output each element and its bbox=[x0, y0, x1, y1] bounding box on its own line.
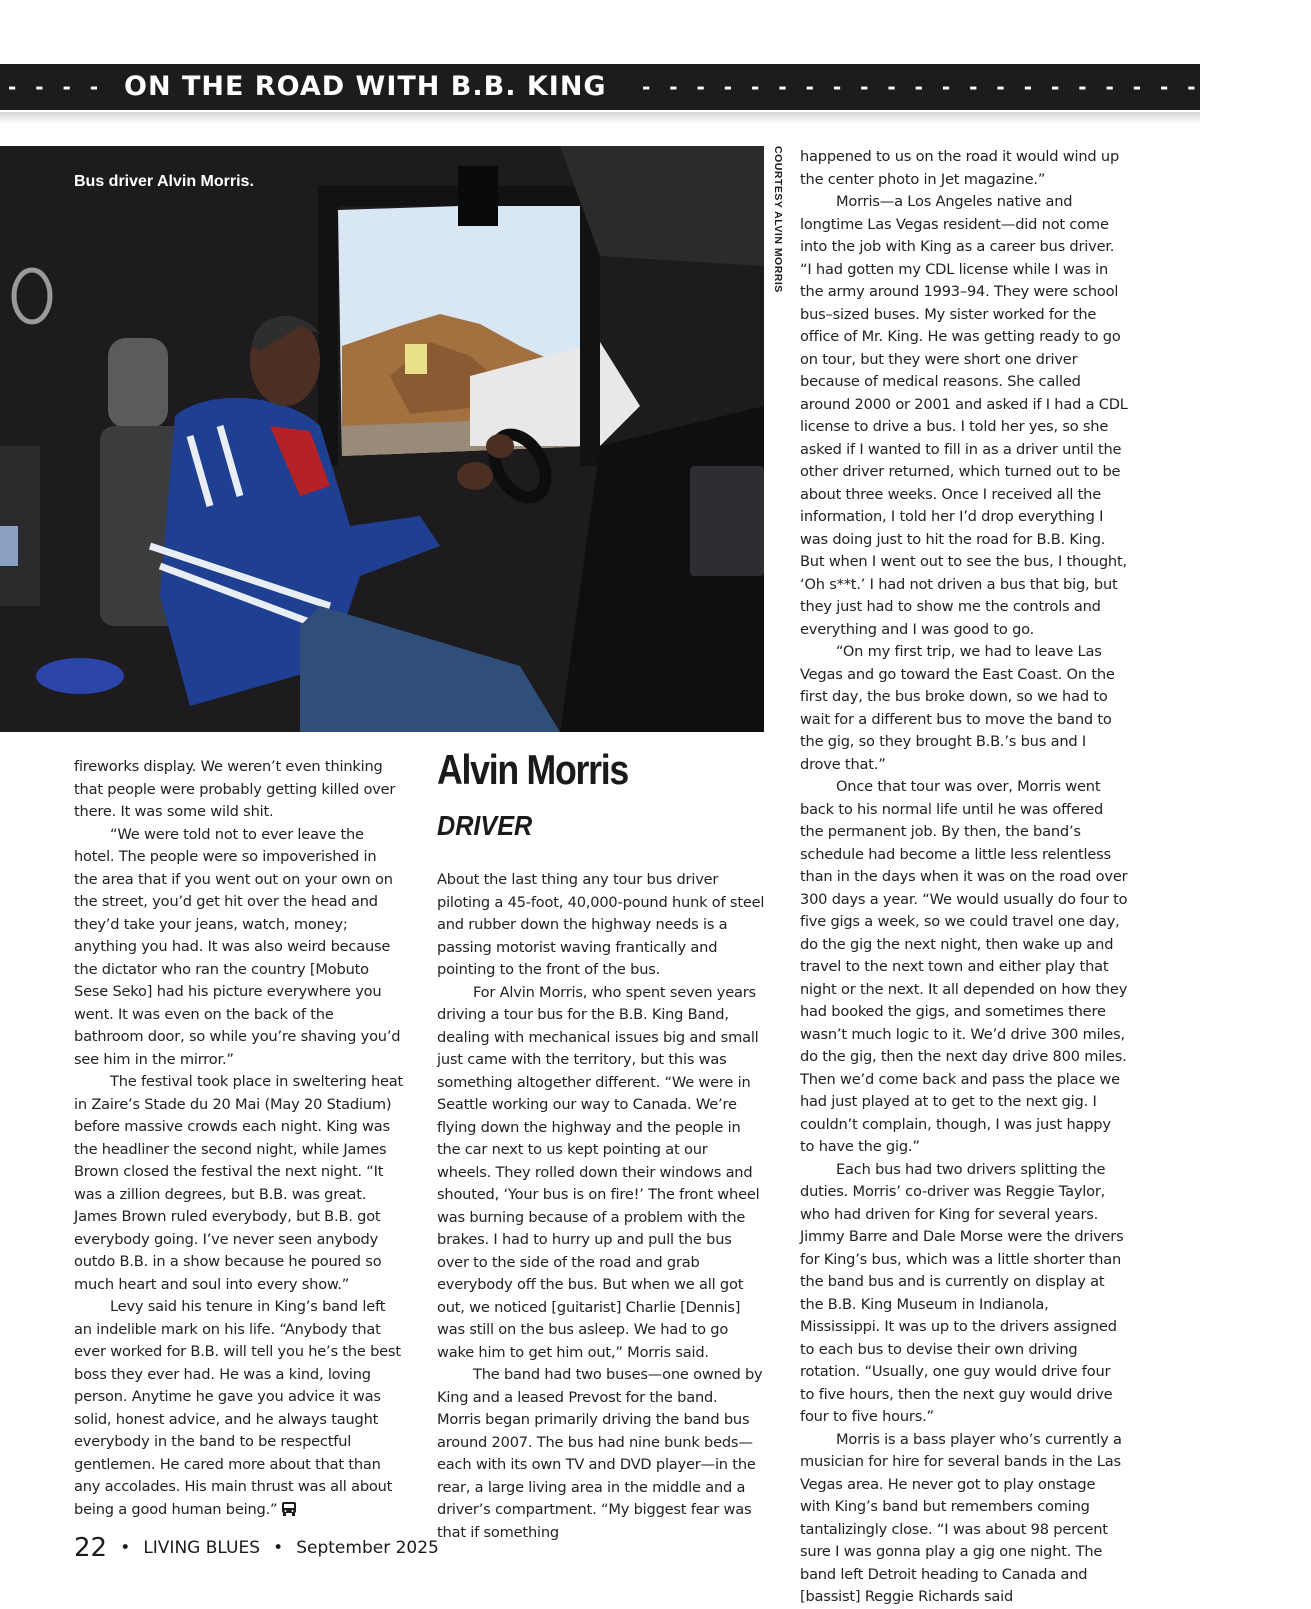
photo-caption: Bus driver Alvin Morris. bbox=[74, 173, 254, 190]
magazine-name: LIVING BLUES bbox=[143, 1538, 260, 1558]
paragraph: Morris—a Los Angeles native and longtime Las Vegas resident—did not come into the job with King as a career bus driver. “I had gotten my CDL license while I was in the army around 1993–94. They were school bus–sized buses. My sister worked for the office of Mr. King. He was getting ready to go on tour, but they were short one driver because of medical reasons. She called around 2000 or 2001 and asked if I had a CDL license to drive a bus. I told her yes, so she asked if I wanted to fill in as a driver until the other driver returned, which turned out to be about three weeks. Once I received all the information, I told her I’d drop everything I was doing just to hit the road for B.B. King. But when I went out to see the bus, I thought, ‘Oh s**t.’ I had not driven a bus that big, but they just had to show me the controls and everything and I was good to go. bbox=[800, 193, 1128, 638]
paragraph: fireworks display. We weren’t even thinking that people were probably getting killed over there. It was some wild shit. bbox=[74, 758, 396, 820]
bus-icon bbox=[281, 1501, 297, 1517]
paragraph: For Alvin Morris, who spent seven years driving a tour bus for the B.B. King Band, dealing with mechanical issues big and small just came with the territory, but this was something altogether different. “We were in Seattle working our way to Canada. We’re flying down the highway and the people in the car next to us kept pointing at our wheels. They rolled down their windows and shouted, ‘Your bus is on fire!’ The front wheel was burning because of a problem with the brakes. I had to hurry up and pull the bus over to the side of the road and grab everybody off the bus. But when we all got out, we noticed [guitarist] Charlie [Dennis] was still on the bus asleep. We had to go wake him to get him out,” Morris said. bbox=[437, 983, 760, 1361]
page-number: 22 bbox=[74, 1533, 108, 1563]
footer-separator: • bbox=[120, 1538, 131, 1558]
section-banner bbox=[0, 64, 1311, 110]
banner-dashes-left: - - - - bbox=[8, 75, 105, 99]
photo-credit: COURTESY ALVIN MORRIS bbox=[772, 146, 784, 293]
banner-dashes-right: - - - - - - - - - - - - - - - - - - - - - - - - - bbox=[642, 75, 1311, 99]
issue-date: September 2025 bbox=[296, 1538, 439, 1558]
profile-role: DRIVER bbox=[437, 810, 533, 841]
paragraph: “On my first trip, we had to leave Las Vegas and go toward the East Coast. On the first day, the bus broke down, so we had to wait for a different bus to move the band to the gig, so they brought B.B.’s bus and I drove that.” bbox=[800, 643, 1115, 773]
footer-separator: • bbox=[273, 1538, 284, 1558]
page-footer bbox=[74, 1533, 439, 1563]
article-column-left bbox=[74, 756, 404, 1521]
paragraph: Each bus had two drivers splitting the duties. Morris’ co-driver was Reggie Taylor, who had driven for King for several years. Jimmy Barre and Dale Morse were the drivers for King’s bus, which was a little shorter than the band bus and is currently on display at the B.B. King Museum in Indianola, Mississippi. It was up to the drivers assigned to each bus to devise their own driving rotation. “Usually, one guy would drive four to five hours, then the next guy would drive four to five hours.” bbox=[800, 1160, 1124, 1425]
driver-photo bbox=[0, 146, 764, 732]
article-column-right bbox=[800, 146, 1128, 1609]
paragraph-text: Levy said his tenure in King’s band left an indelible mark on his life. “Anybody that ever worked for B.B. will tell you he’s the best boss they ever had. He was a kind, loving person. Anytime he gave you advice it was solid, honest advice, and he always taught everybody in the band to be respectful gentlemen. He cared more about that than any accolades. His main thrust was all about being a good human being.” bbox=[74, 1298, 401, 1518]
paragraph: happened to us on the road it would wind up the center photo in Jet magazine.” bbox=[800, 148, 1120, 188]
paragraph: The festival took place in sweltering heat in Zaire’s Stade du 20 Mai (May 20 Stadium) before massive crowds each night. King was the headliner the second night, while James Brown closed the festival the next night. “It was a zillion degrees, but B.B. was great. James Brown ruled everybody, but B.B. got everybody going. I’ve never seen anybody outdo B.B. in a show because he poured so much heart and soul into every show.” bbox=[74, 1073, 404, 1293]
paragraph: Once that tour was over, Morris went back to his normal life until he was offered the permanent job. By then, the band’s schedule had become a little less relentless than in the days when it was on the road over 300 days a year. “We would usually do four to five gigs a week, so we could travel one day, do the gig the next night, then wake up and travel to the next town and either play that night or the next. It all depended on how they had booked the gigs, and sometimes there wasn’t much logic to it. We’d drive 300 miles, do the gig, then the next day drive 800 miles. Then we’d come back and pass the place we had just played at to get to the next gig. I couldn’t complain, though, I was just happy to have the gig.” bbox=[800, 778, 1128, 1155]
paragraph-end bbox=[74, 1296, 404, 1521]
banner-shadow bbox=[0, 112, 1200, 124]
article-column-middle bbox=[437, 869, 765, 1544]
paragraph: Morris is a bass player who’s currently a musician for hire for several bands in the Las Vegas area. He never got to play onstage with King’s band but remembers coming tantalizingly close. “I was about 98 percent sure I was gonna play a gig one night. The band left Detroit heading to Canada and [bassist] Reggie Richards said bbox=[800, 1430, 1122, 1605]
section-title: ON THE ROAD WITH B.B. KING bbox=[124, 71, 607, 102]
paragraph: The band had two buses—one owned by King and a leased Prevost for the band. Morris began primarily driving the band bus around 2007. The bus had nine bunk beds—each with its own TV and DVD player—in the rear, a large living area in the middle and a driver’s compartment. “My biggest fear was that if something bbox=[437, 1366, 763, 1541]
paragraph: About the last thing any tour bus driver piloting a 45-foot, 40,000-pound hunk of steel and rubber down the highway needs is a passing motorist waving frantically and pointing to the front of the bus. bbox=[437, 871, 765, 978]
profile-name: Alvin Morris bbox=[437, 746, 629, 793]
paragraph: “We were told not to ever leave the hotel. The people were so impoverished in the area that if you went out on your own on the street, you’d get hit over the head and they’d take your jeans, watch, money; anything you had. It was also weird because the dictator who ran the country [Mobuto Sese Seko] had his picture everywhere you went. It was even on the back of the bathroom door, so while you’re shaving you’d see him in the mirror.” bbox=[74, 825, 401, 1068]
